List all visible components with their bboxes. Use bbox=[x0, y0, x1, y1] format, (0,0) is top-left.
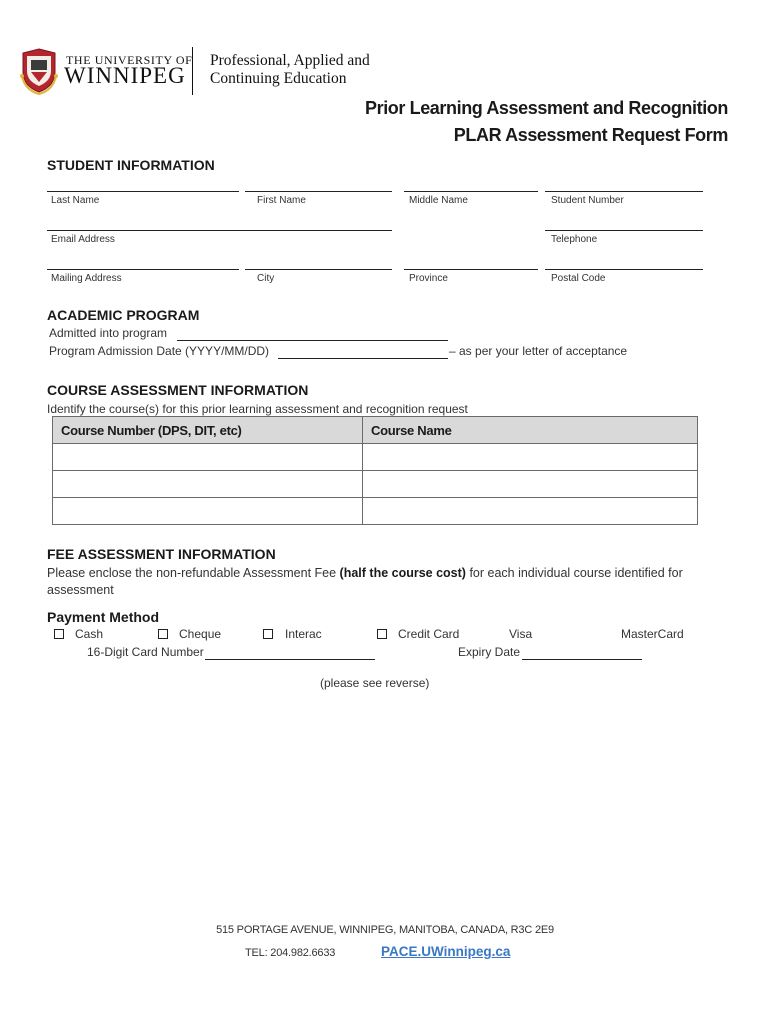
visa-option-label[interactable]: Visa bbox=[509, 627, 533, 641]
admission-date-label: Program Admission Date (YYYY/MM/DD) bbox=[49, 344, 270, 358]
middle-name-field[interactable] bbox=[404, 191, 538, 192]
telephone-field[interactable] bbox=[545, 230, 703, 231]
credit-card-checkbox-icon[interactable] bbox=[377, 629, 387, 639]
university-crest-icon bbox=[18, 46, 60, 96]
last-name-label: Last Name bbox=[51, 195, 100, 206]
course-number-cell[interactable] bbox=[53, 471, 363, 498]
mastercard-option-label[interactable]: MasterCard bbox=[621, 627, 684, 641]
academic-program-heading: ACADEMIC PROGRAM bbox=[47, 307, 200, 323]
student-information-heading: STUDENT INFORMATION bbox=[47, 157, 215, 173]
footer-address: 515 PORTAGE AVENUE, WINNIPEG, MANITOBA, CANADA, R3C 2E9 bbox=[216, 924, 554, 936]
cheque-option-label: Cheque bbox=[179, 627, 222, 641]
reverse-note: (please see reverse) bbox=[320, 676, 430, 690]
last-name-field[interactable] bbox=[47, 191, 239, 192]
cash-option-label: Cash bbox=[75, 627, 104, 641]
postal-code-field[interactable] bbox=[545, 269, 703, 270]
email-label: Email Address bbox=[51, 234, 115, 245]
course-name-column-header: Course Name bbox=[363, 417, 698, 444]
mailing-address-field[interactable] bbox=[47, 269, 239, 270]
fee-text-emphasis: (half the course cost) bbox=[339, 566, 466, 580]
website-link[interactable]: PACE.UWinnipeg.ca bbox=[381, 944, 511, 959]
form-title: Prior Learning Assessment and Recognition bbox=[364, 98, 728, 118]
interac-option-label: Interac bbox=[285, 627, 322, 641]
fee-text-start: Please enclose the non-refundable Assessment Fee bbox=[47, 566, 340, 580]
fee-text-end: for each individual course identified for bbox=[465, 566, 683, 580]
credit-card-option-label: Credit Card bbox=[398, 627, 460, 641]
cheque-checkbox-icon[interactable] bbox=[158, 629, 168, 639]
mailing-address-label: Mailing Address bbox=[51, 273, 122, 284]
footer-telephone: TEL: 204.982.6633 bbox=[245, 947, 336, 959]
table-header-row bbox=[53, 417, 698, 444]
city-field[interactable] bbox=[245, 269, 392, 270]
course-name-cell[interactable] bbox=[363, 498, 698, 525]
cash-checkbox-icon[interactable] bbox=[54, 629, 64, 639]
university-name-line2: WINNIPEG bbox=[64, 63, 186, 88]
interac-checkbox-icon[interactable] bbox=[263, 629, 273, 639]
student-number-label: Student Number bbox=[551, 195, 624, 206]
course-table bbox=[52, 416, 698, 525]
logo-divider bbox=[192, 47, 193, 95]
table-row bbox=[53, 471, 698, 498]
division-name-line2: Continuing Education bbox=[210, 70, 347, 87]
course-name-cell[interactable] bbox=[363, 471, 698, 498]
card-number-field[interactable] bbox=[205, 659, 375, 660]
course-number-cell[interactable] bbox=[53, 498, 363, 525]
postal-code-label: Postal Code bbox=[551, 273, 606, 284]
fee-description bbox=[47, 566, 683, 580]
admission-date-note: – as per your letter of acceptance bbox=[449, 344, 628, 358]
middle-name-label: Middle Name bbox=[409, 195, 468, 206]
course-name-cell[interactable] bbox=[363, 444, 698, 471]
course-number-cell[interactable] bbox=[53, 444, 363, 471]
province-label: Province bbox=[409, 273, 448, 284]
card-number-label: 16-Digit Card Number bbox=[87, 645, 204, 659]
email-field[interactable] bbox=[47, 230, 392, 231]
fee-description-line2: assessment bbox=[47, 583, 114, 597]
payment-method-heading: Payment Method bbox=[47, 609, 160, 625]
student-number-field[interactable] bbox=[545, 191, 703, 192]
fee-assessment-heading: FEE ASSESSMENT INFORMATION bbox=[47, 546, 276, 562]
table-row bbox=[53, 444, 698, 471]
course-assessment-heading: COURSE ASSESSMENT INFORMATION bbox=[47, 382, 309, 398]
expiry-date-field[interactable] bbox=[522, 659, 642, 660]
division-name-line1: Professional, Applied and bbox=[210, 52, 370, 69]
course-instruction: Identify the course(s) for this prior learning assessment and recognition request bbox=[47, 402, 468, 416]
admission-date-field[interactable] bbox=[278, 358, 448, 359]
first-name-field[interactable] bbox=[245, 191, 392, 192]
admitted-program-label: Admitted into program bbox=[49, 326, 168, 340]
city-label: City bbox=[257, 273, 275, 284]
province-field[interactable] bbox=[404, 269, 538, 270]
first-name-label: First Name bbox=[257, 195, 306, 206]
telephone-label: Telephone bbox=[551, 234, 598, 245]
form-subtitle: PLAR Assessment Request Form bbox=[453, 125, 728, 145]
admitted-program-field[interactable] bbox=[177, 340, 448, 341]
university-name-line1: THE UNIVERSITY OF bbox=[66, 53, 193, 67]
course-number-column-header: Course Number (DPS, DIT, etc) bbox=[53, 417, 363, 444]
table-row bbox=[53, 498, 698, 525]
expiry-date-label: Expiry Date bbox=[458, 645, 521, 659]
